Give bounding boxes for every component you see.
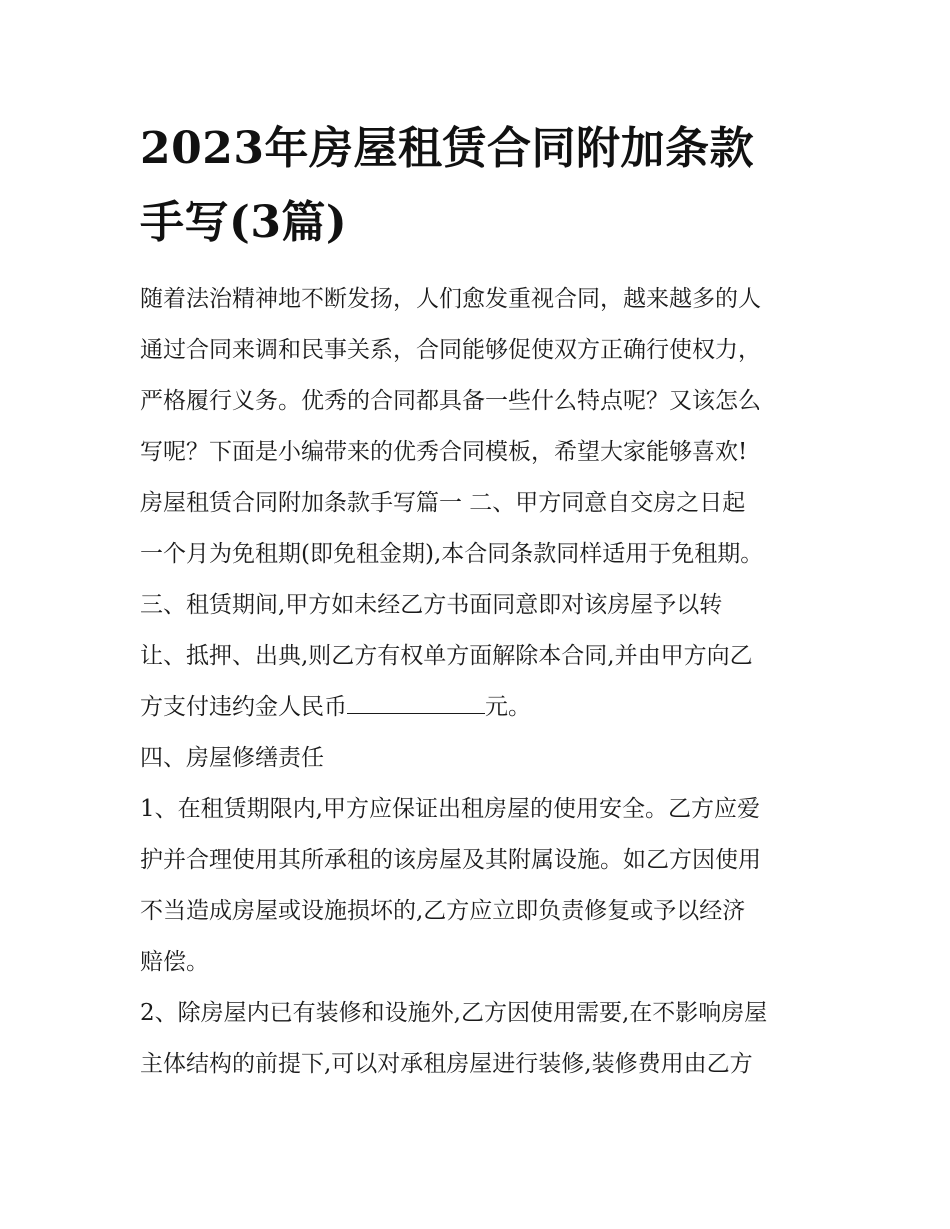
- clause-line: 一个月为免租期(即免租金期),本合同条款同样适用于免租期。: [140, 541, 764, 567]
- intro-line: 写呢？下面是小编带来的优秀合同模板，希望大家能够喜欢!: [140, 439, 748, 465]
- intro-line: 随着法治精神地不断发扬，人们愈发重视合同，越来越多的人: [140, 286, 761, 312]
- title-line: 2023年房屋租赁合同附加条款: [140, 123, 754, 174]
- document-body: [140, 274, 820, 1090]
- document-content: [140, 112, 820, 1090]
- document-title: [140, 112, 820, 260]
- section-heading-repair: 四、房屋修缮责任: [140, 745, 324, 771]
- penalty-suffix: 元。: [485, 694, 531, 720]
- penalty-clause-line: [140, 682, 820, 733]
- clause-line: 三、租赁期间,甲方如未经乙方书面同意即对该房屋予以转: [140, 592, 723, 618]
- intro-line: 严格履行义务。优秀的合同都具备一些什么特点呢？又该怎么: [140, 388, 761, 414]
- repair-clause-line: 赔偿。: [140, 949, 209, 975]
- intro-line: 通过合同来调和民事关系，合同能够促使双方正确行使权力，: [140, 337, 761, 363]
- repair-clause-line: 护并合理使用其所承租的该房屋及其附属设施。如乙方因使用: [140, 847, 761, 873]
- penalty-prefix: 方支付违约金人民币: [140, 694, 347, 720]
- repair-clause-line: 主体结构的前提下,可以对承租房屋进行装修,装修费用由乙方: [140, 1051, 753, 1077]
- clause-line: 让、抵押、出典,则乙方有权单方面解除本合同,并由甲方向乙: [140, 643, 753, 669]
- repair-clause-line: 不当造成房屋或设施损坏的,乙方应立即负责修复或予以经济: [140, 898, 746, 924]
- repair-clause-line: 2、除房屋内已有装修和设施外,乙方因使用需要,在不影响房屋: [140, 1000, 768, 1026]
- clause-line: 房屋租赁合同附加条款手写篇一 二、甲方同意自交房之日起: [140, 490, 746, 516]
- repair-clause-line: 1、在租赁期限内,甲方应保证出租房屋的使用安全。乙方应爱: [140, 796, 760, 822]
- title-line: 手写(3篇): [140, 197, 348, 248]
- penalty-amount-blank: [347, 691, 485, 714]
